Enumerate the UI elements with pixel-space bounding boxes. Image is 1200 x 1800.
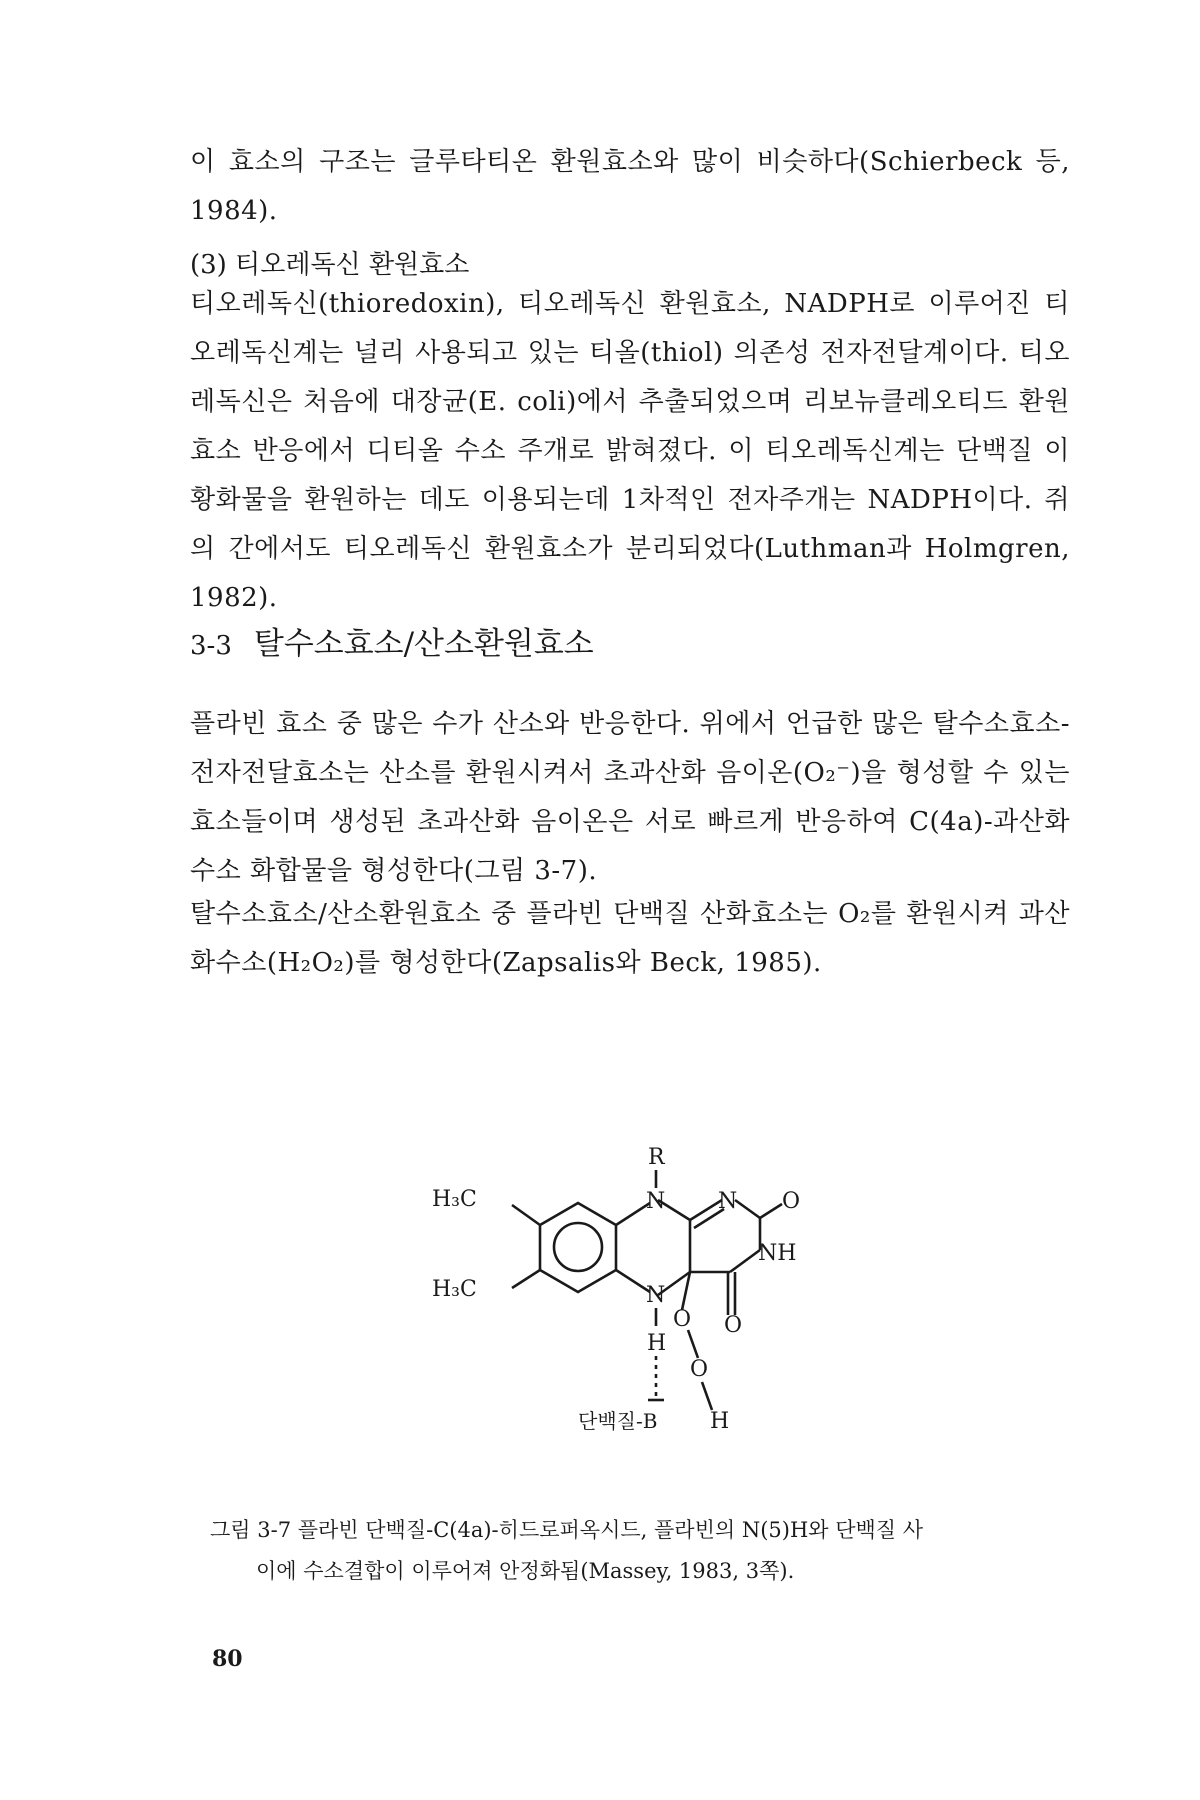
c2-oxygen-label: O: [782, 1189, 801, 1214]
peroxy-hydrogen-label: H: [710, 1409, 730, 1434]
paragraph-oxidases: 탈수소효소/산소환원효소 중 플라빈 단백질 산화효소는 O₂를 환원시켜 과산화수소(H₂O₂)를 형성한다(Zapsalis와 Beck, 1985).: [190, 899, 1070, 978]
n5-label: N: [646, 1283, 666, 1308]
r-group-label: R: [648, 1145, 665, 1170]
peroxy-oxygen-1-label: O: [673, 1307, 692, 1332]
peroxy-oxygen-2-label: O: [690, 1357, 709, 1382]
benzene-ring: [540, 1203, 616, 1292]
c4-oxygen-label: O: [724, 1313, 743, 1338]
n10-label: N: [646, 1189, 666, 1214]
n1-label: N: [718, 1189, 738, 1214]
figure-caption: [210, 1510, 1070, 1592]
paragraph-intro: 이 효소의 구조는 글루타티온 환원효소와 많이 비슷하다(Schierbeck 등, 1984).: [190, 147, 1070, 226]
section-heading: [190, 622, 594, 668]
page-number: 80: [212, 1646, 243, 1672]
section-title: 탈수소효소/산소환원효소: [253, 626, 594, 662]
paragraph-thioredoxin: 티오레독신(thioredoxin), 티오레독신 환원효소, NADPH로 이루어진 티오레독신계는 널리 사용되고 있는 티올(thiol) 의존성 전자전달계이다. 티오레독신은 처음에 대장균(E. coli)에서 추출되었으며 리보뉴클레오티드 환원효소 반응에서 디티올 수소 주개로 밝혀졌다. 이 티오레독신계는 단백질 이황화물을 환원하는 데도 이용되는데 1차적인 전자주개는 NADPH이다. 쥐의 간에서도 티오레독신 환원효소가 분리되었다(Luthman과 Holmgren, 1982).: [190, 289, 1070, 613]
paragraph-flavin-enzymes: 플라빈 효소 중 많은 수가 산소와 반응한다. 위에서 언급한 많은 탈수소효소-전자전달효소는 산소를 환원시켜서 초과산화 음이온(O₂⁻)을 형성할 수 있는 효소들이며 생성된 초과산화 음이온은 서로 빠르게 반응하여 C(4a)-과산화수소 화합물을 형성한다(그림 3-7).: [190, 709, 1070, 886]
subsection-heading: (3) 티오레독신 환원효소: [190, 250, 470, 280]
n3h-label: NH: [758, 1241, 797, 1266]
aromatic-circle: [554, 1223, 602, 1271]
caption-line-1: 그림 3-7 플라빈 단백질-C(4a)-히드로퍼옥시드, 플라빈의 N(5)H와 단백질 사: [210, 1518, 924, 1542]
caption-line-2: 이에 수소결합이 이루어져 안정화됨(Massey, 1983, 3쪽).: [256, 1559, 795, 1583]
n5-hydrogen-label: H: [647, 1331, 667, 1356]
methyl-7-label: H₃C: [432, 1277, 477, 1302]
methyl-8-label: H₃C: [432, 1187, 477, 1212]
protein-base-label: 단백질-B: [578, 1409, 658, 1433]
section-number: 3-3: [190, 631, 232, 661]
flavin-hydroperoxide-structure: [432, 1145, 880, 1460]
